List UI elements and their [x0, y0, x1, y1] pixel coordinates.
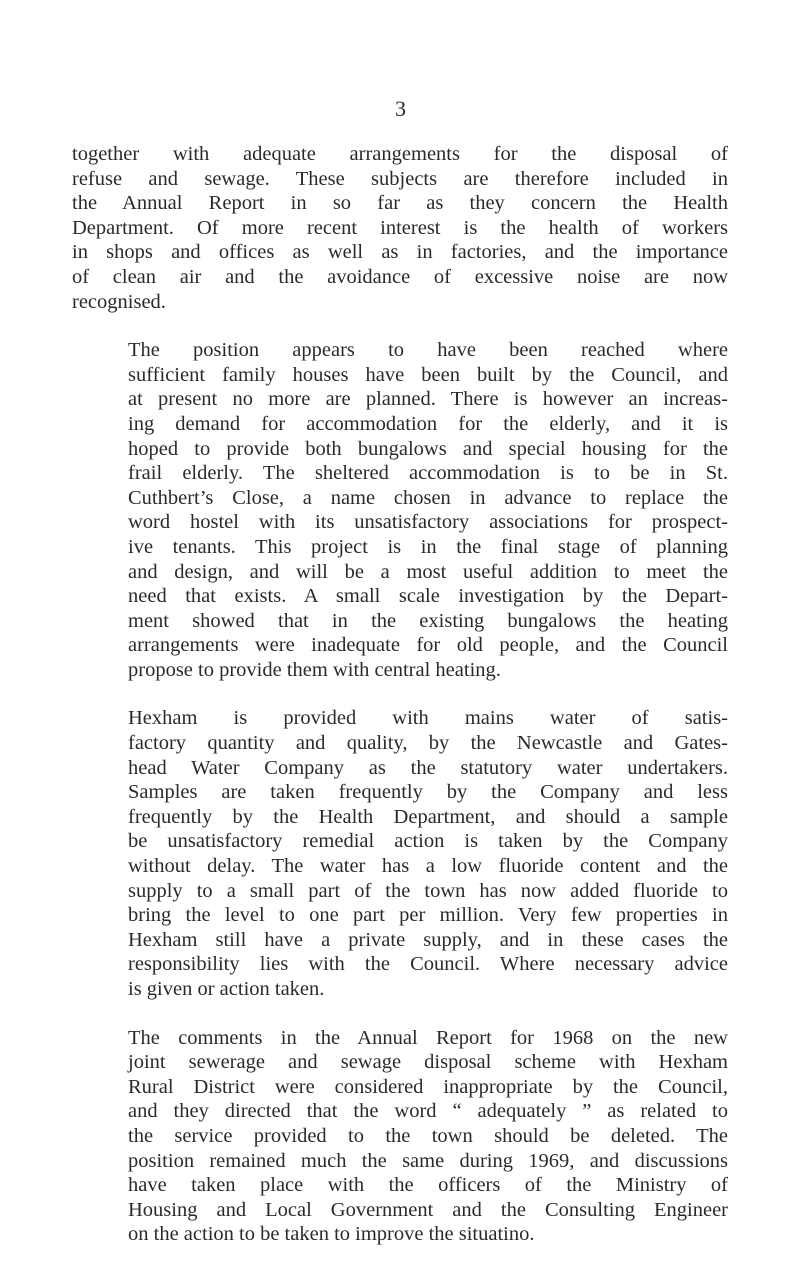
text-line: recognised.	[72, 290, 166, 313]
page-number: 3	[395, 96, 406, 121]
text-line: frequently by the Health Department, and should a sample	[128, 805, 728, 828]
text-line: is given or action taken.	[128, 978, 325, 1000]
paragraph-sewerage	[72, 1026, 728, 1247]
text-line: The comments in the Annual Report for 1968 on the new	[128, 1026, 728, 1049]
text-line: Cuthbert’s Close, a name chosen in advance to replace the	[128, 486, 728, 509]
text-line: need that exists. A small scale investigation by the Depart-	[128, 585, 728, 608]
text-line: and design, and will be a most useful addition to meet the	[128, 560, 728, 583]
text-line: Hexham is provided with mains water of satis-	[128, 707, 728, 730]
document-body	[72, 142, 728, 1271]
text-line: refuse and sewage. These subjects are therefore included in	[72, 167, 728, 190]
text-line: arrangements were inadequate for old people, and the Council	[128, 634, 728, 657]
text-line: Hexham still have a private supply, and in these cases the	[128, 928, 728, 951]
text-line: bring the level to one part per million. Very few properties in	[128, 904, 728, 927]
text-line: word hostel with its unsatisfactory associations for prospect-	[128, 511, 728, 534]
text-line: be unsatisfactory remedial action is taken by the Company	[128, 830, 728, 853]
text-line: joint sewerage and sewage disposal scheme with Hexham	[128, 1051, 728, 1074]
text-line: together with adequate arrangements for the disposal of	[72, 143, 728, 165]
text-line: ing demand for accommodation for the elderly, and it is	[128, 412, 728, 435]
text-line: the Annual Report in so far as they concern the Health	[72, 192, 728, 215]
text-line: ment showed that in the existing bungalows the heating	[128, 609, 728, 632]
text-line: at present no more are planned. There is however an increas-	[128, 388, 728, 411]
text-line: Rural District were considered inappropriate by the Council,	[128, 1075, 728, 1098]
text-line: sufficient family houses have been built by the Council, and	[128, 363, 728, 386]
text-line: position remained much the same during 1969, and discussions	[128, 1149, 728, 1172]
text-line: on the action to be taken to improve the situatino.	[128, 1223, 535, 1246]
text-line: head Water Company as the statutory water undertakers.	[128, 756, 728, 779]
text-line: responsibility lies with the Council. Where necessary advice	[128, 953, 728, 976]
text-line: without delay. The water has a low fluoride content and the	[128, 855, 728, 878]
text-line: propose to provide them with central heating.	[128, 658, 501, 681]
text-line: factory quantity and quality, by the Newcastle and Gates-	[128, 732, 728, 755]
text-line: Department. Of more recent interest is the health of workers	[72, 216, 728, 239]
text-line: hoped to provide both bungalows and special housing for the	[128, 437, 728, 460]
text-line: The position appears to have been reached where	[128, 339, 728, 362]
text-line: Housing and Local Government and the Consulting Engineer	[128, 1198, 728, 1221]
text-line: of clean air and the avoidance of excessive noise are now	[72, 265, 728, 288]
text-line: ive tenants. This project is in the final stage of planning	[128, 535, 728, 558]
text-line: the service provided to the town should be deleted. The	[128, 1124, 728, 1147]
paragraph-disposal	[72, 142, 728, 314]
text-line: in shops and offices as well as in factories, and the importance	[72, 241, 728, 264]
text-line: supply to a small part of the town has now added fluoride to	[128, 879, 728, 902]
text-line: and they directed that the word “ adequately ” as related to	[128, 1100, 728, 1123]
text-line: have taken place with the officers of the Ministry of	[128, 1174, 728, 1197]
paragraph-water-supply	[72, 706, 728, 1001]
text-line: frail elderly. The sheltered accommodation is to be in St.	[128, 462, 728, 485]
paragraph-housing	[72, 338, 728, 682]
text-line: Samples are taken frequently by the Company and less	[128, 781, 728, 804]
